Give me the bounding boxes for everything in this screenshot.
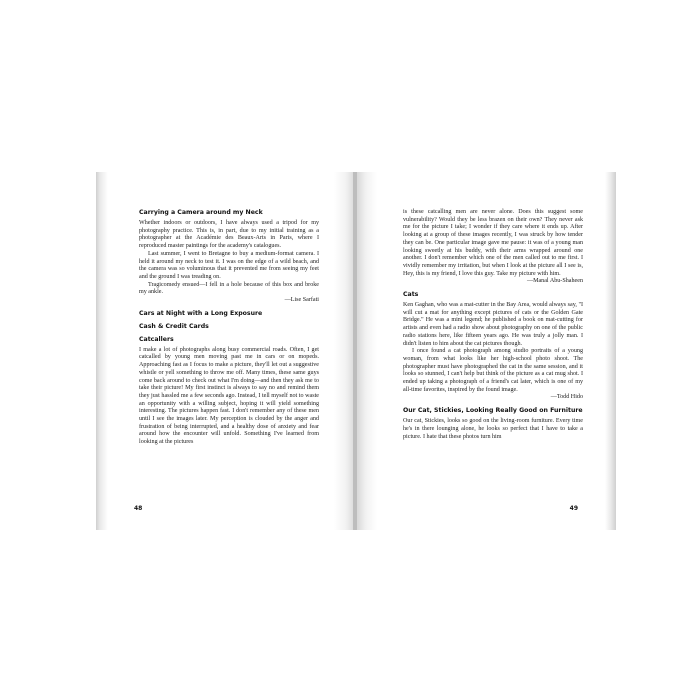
right-page-text xyxy=(403,209,583,441)
paragraph: Tragicomedy ensued—I fell in a hole because of this box and broke my ankle. xyxy=(139,281,319,296)
page-number-right: 49 xyxy=(569,505,578,512)
paragraph: Whether indoors or outdoors, I have always used a tripod for my photography practice. This is, in part, due to my initial training as a photographer at the Académie des Beaux-Arts in Paris, where I reproduced master paintings for the academy's catalogues. xyxy=(139,220,319,250)
heading-our-cat-stickies: Our Cat, Stickies, Looking Really Good on Furniture xyxy=(403,407,583,415)
heading-cash-credit-cards: Cash & Credit Cards xyxy=(139,322,209,330)
heading-cars-at-night: Cars at Night with a Long Exposure xyxy=(139,309,263,317)
paragraph: Ken Gaghan, who was a mat-cutter in the Bay Area, would always say, "I will cut a mat for anything except pictures of cats or the Golden Gate Bridge." He was a mini legend; he published a book on mat-cutting for artists and even had a radio show about photography on one of the public radio stations here, like fifteen years ago. He was truly a jolly man. I didn't listen to him about the cat pictures though. xyxy=(403,302,583,347)
open-book xyxy=(96,172,616,530)
author-signature: —Manal Abu-Shaheen xyxy=(526,278,583,285)
paragraph: is these catcalling men are never alone. Does this suggest some vulnerability? Would they be less brazen on their own? They never ask me for the picture I take; I wonder if they care where it ends up. After looking at a group of these images recently, I was struck by how tender they can be. One particular image gave me pause: it was of a young man looking sweetly at his buddy, with their arms wrapped around one another. I don't remember which one of the men called out to me first. I vividly remember my irritation, but when I look at the picture all I see is, Hey, this is my friend, I love this guy. Take my picture with him. xyxy=(403,209,583,277)
page-number-left: 48 xyxy=(134,505,143,512)
right-page xyxy=(357,172,616,530)
heading-cats: Cats xyxy=(403,291,419,299)
author-signature: —Lise Sarfati xyxy=(284,297,319,304)
left-page-text xyxy=(139,209,319,447)
paragraph: I once found a cat photograph among studio portraits of a young woman, from what looks like her high-school photo shoot. The photographer must have photographed the cat in the same session, and it looks so stunned, I can't help but think of the picture as a cat mug shot. I ended up taking a photograph of a friend's cat later, which is one of my all-time favorites, inspired by the found image. xyxy=(403,348,583,393)
heading-carrying-camera: Carrying a Camera around my Neck xyxy=(139,209,263,216)
paragraph: I make a lot of photographs along busy commercial roads. Often, I get catcalled by young men moving past me in cars or on mopeds. Approaching fast as I focus to make a picture, they'll let out a suggestive whistle or yell something to throw me off. Many times, these same guys come back around to check out what I'm doing—and then they ask me to take their picture! My first instinct is always to say no and remind them they just hassled me a few seconds ago. Instead, I tell myself not to waste an opportunity with a willing subject, hoping it will yield something interesting. The pictures happen fast. I don't remember any of these men until I see the images later. My perception is clouded by the anger and frustration of being interrupted, and a healthy dose of anxiety and fear around how the encounter will unfold. Something I've learned from looking at the pictures xyxy=(139,346,319,446)
left-page xyxy=(96,172,355,530)
author-signature: —Todd Hido xyxy=(550,394,583,401)
heading-catcallers: Catcallers xyxy=(139,335,174,343)
paragraph: Last summer, I went to Bretagne to buy a medium-format camera. I held it around my neck to test it. I was on the edge of a wild beach, and the camera was so voluminous that it prevented me from seeing my feet and the ground I was treading on. xyxy=(139,250,319,280)
paragraph: Our cat, Stickies, looks so good on the living-room furniture. Every time he's in there lounging alone, he looks so perfect that I have to take a picture. I hate that these photos turn him xyxy=(403,418,583,440)
